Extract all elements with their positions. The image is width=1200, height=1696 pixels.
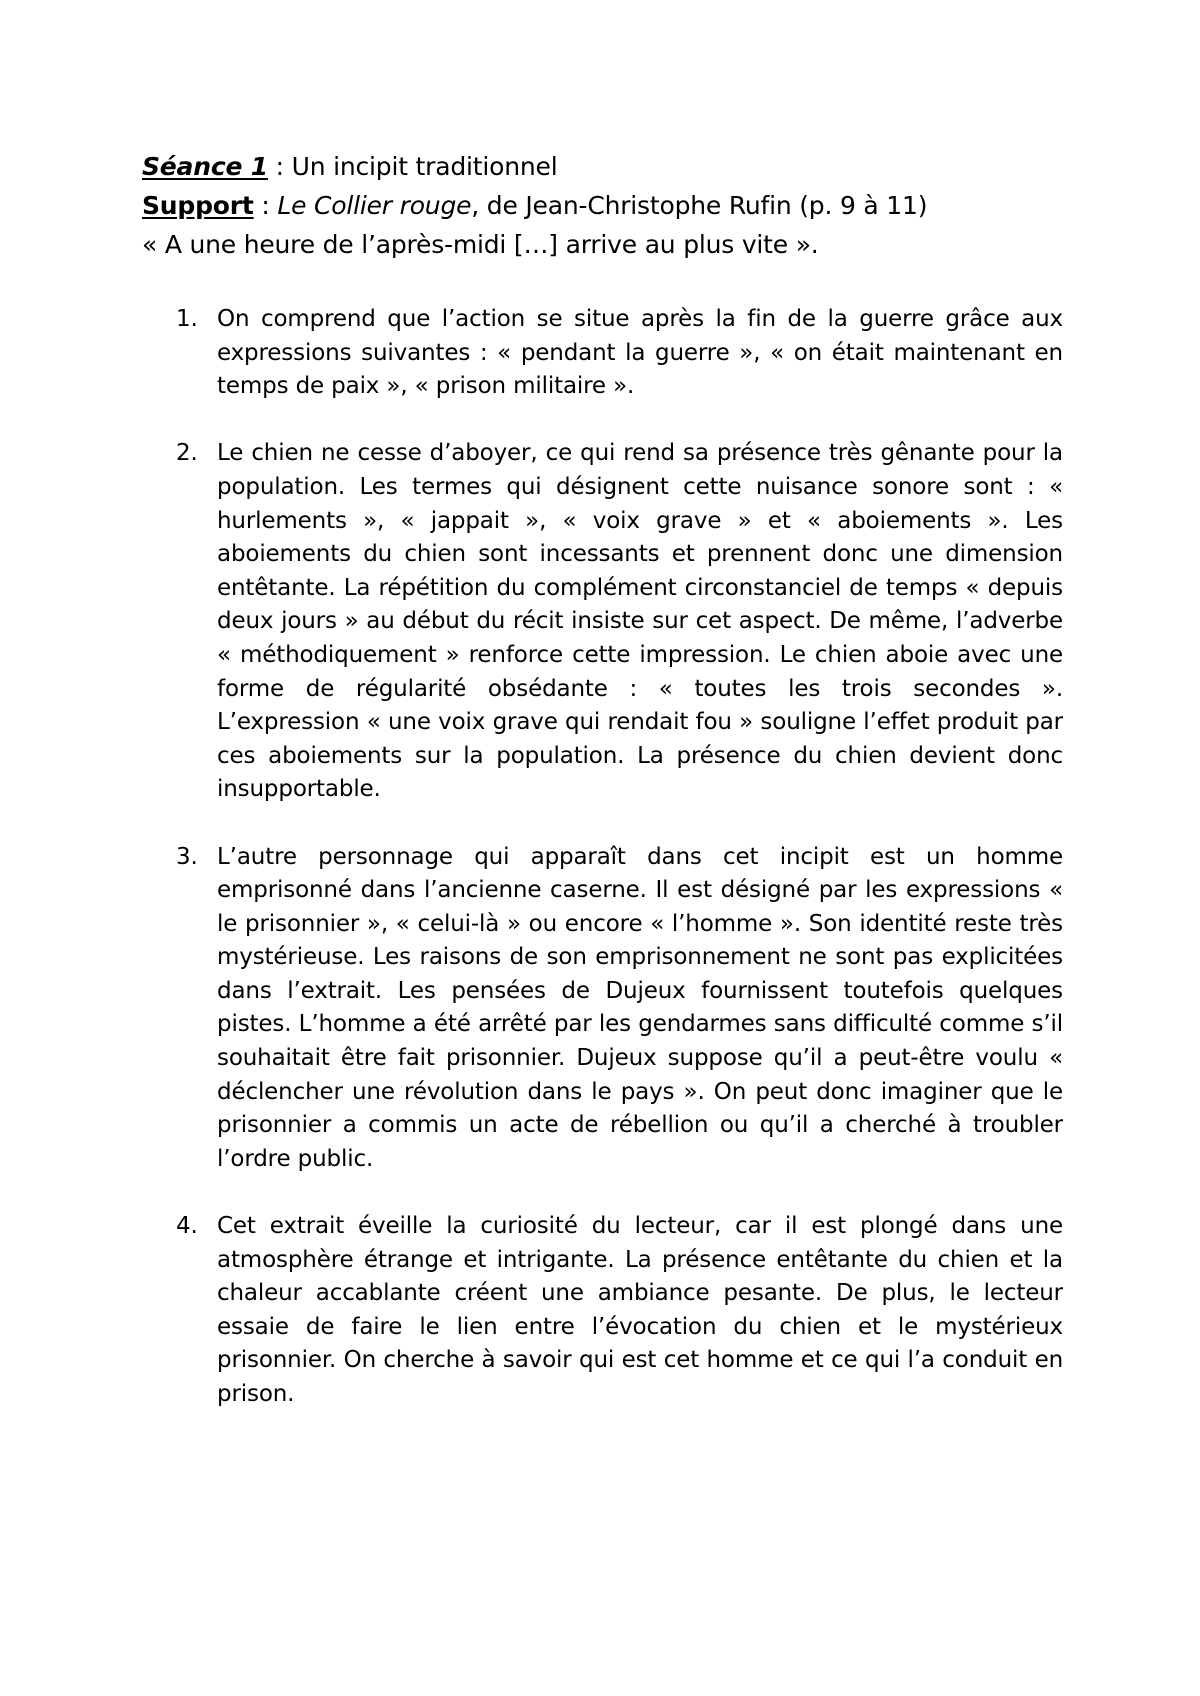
lesson-header <box>142 147 1062 264</box>
excerpt-quote: « A une heure de l’après-midi […] arrive au plus vite ». <box>142 230 819 259</box>
seance-label: Séance 1 <box>142 152 268 181</box>
answer-text: L’autre personnage qui apparaît dans cet incipit est un homme emprisonné dans l’ancienne caserne. Il est désigné par les expressions « le prisonnier », « celui-là » ou encore « l’homme ». Son identité reste très mystérieuse. Les raisons de son emprisonnement ne sont pas explicitées dans l’extrait. Les pensées de Dujeux fournissent toutefois quelques pistes. L’homme a été arrêté par les gendarmes sans difficulté comme s’il souhaitait être fait prisonnier. Dujeux suppose qu’il a peut-être voulu « déclencher une révolution dans le pays ». On peut donc imaginer que le prisonnier a commis un acte de rébellion ou qu’il a cherché à troubler l’ordre public. <box>217 843 1063 1172</box>
support-label: Support <box>142 191 254 220</box>
answer-number: 3. <box>176 843 198 870</box>
answer-number: 1. <box>176 306 198 332</box>
answer-number: 4. <box>176 1213 198 1240</box>
answer-item-1 <box>176 303 1063 404</box>
answer-item-2 <box>176 437 1063 807</box>
answer-number: 2. <box>176 440 198 467</box>
answer-item-3 <box>176 841 1063 1177</box>
support-separator: : <box>253 191 278 220</box>
seance-line <box>142 147 1062 186</box>
support-details: , de Jean-Christophe Rufin (p. 9 à 11) <box>471 191 928 220</box>
support-line <box>142 186 1062 225</box>
seance-separator: : <box>267 152 292 181</box>
answer-text: On comprend que l’action se situe après la fin de la guerre grâce aux expressions suivantes : « pendant la guerre », « on était maintenant en temps de paix », « prison militaire ». <box>217 306 1063 400</box>
answers-list <box>176 303 1063 1412</box>
answer-item-4 <box>176 1210 1063 1412</box>
answer-text: Le chien ne cesse d’aboyer, ce qui rend sa présence très gênante pour la population. Les termes qui désignent cette nuisance sonore sont : « hurlements », « jappait », « voix grave » et « aboiements ». Les aboiements du chien sont incessants et prennent donc une dimension entêtante. La répétition du complément circonstanciel de temps « depuis deux jours » au début du récit insiste sur cet aspect. De même, l’adverbe « méthodiquement » renforce cette impression. Le chien aboie avec une forme de régularité obsédante : « toutes les trois secondes ». L’expression « une voix grave qui rendait fou » souligne l’effet produit par ces aboiements sur la population. La présence du chien devient donc insupportable. <box>217 440 1063 803</box>
answer-text: Cet extrait éveille la curiosité du lecteur, car il est plongé dans une atmosphère étrange et intrigante. La présence entêtante du chien et la chaleur accablante créent une ambiance pesante. De plus, le lecteur essaie de faire le lien entre l’évocation du chien et le mystérieux prisonnier. On cherche à savoir qui est cet homme et ce qui l’a conduit en prison. <box>217 1213 1063 1407</box>
seance-title: Un incipit traditionnel <box>291 152 558 181</box>
support-book-title: Le Collier rouge <box>277 191 472 220</box>
